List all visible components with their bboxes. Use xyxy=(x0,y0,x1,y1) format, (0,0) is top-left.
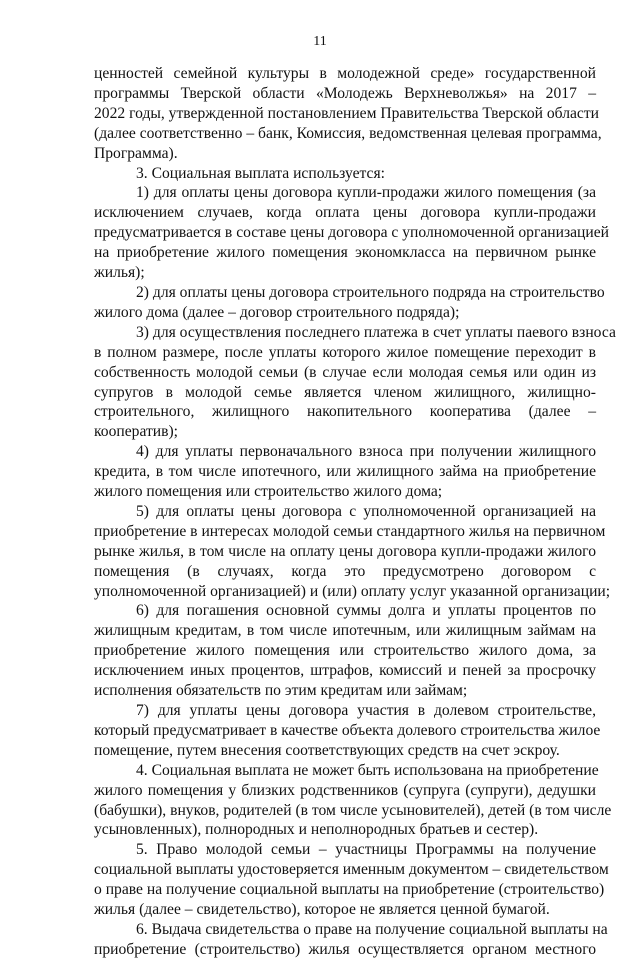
text-line: исполнения обязательств по этим кредитам или займам; xyxy=(94,682,468,700)
text-line: жилья); xyxy=(94,264,145,282)
text-line: кредита, в том числе ипотечного, или жилищного займа на приобретение xyxy=(94,463,596,481)
text-line: усыновленных), полнородных и неполнородных братьев и сестер). xyxy=(94,821,539,839)
paragraph-p2 xyxy=(94,183,610,283)
text-line: 5) для оплаты цены договора с уполномоченной организацией на xyxy=(136,502,596,520)
text-line: 5. Право молодой семьи – участницы Программы на получение xyxy=(136,841,596,859)
text-line: на приобретение жилого помещения экономкласса на первичном рынке xyxy=(94,244,596,262)
paragraph-p5 xyxy=(94,442,596,502)
paragraph-p10 xyxy=(94,840,609,920)
text-line: приобретение жилого помещения или строительство жилого дома, за xyxy=(94,642,596,660)
paragraph-p1 xyxy=(94,164,596,184)
page-number: 11 xyxy=(313,34,327,49)
text-line: 4) для уплаты первоначального взноса при получении жилищного xyxy=(136,443,596,461)
text-line: кооператив); xyxy=(94,423,179,441)
text-line: (бабушки), внуков, родителей (в том числе усыновителей), детей (в том числе xyxy=(94,801,612,819)
text-line: 6) для погашения основной суммы долга и уплаты процентов по xyxy=(136,602,596,620)
text-line: 1) для оплаты цены договора купли-продажи жилого помещения (за xyxy=(136,184,596,202)
text-line: помещение, путем внесения соответствующих средств на счет эскроу. xyxy=(94,741,560,759)
paragraph-p11 xyxy=(94,920,608,960)
paragraph-p4 xyxy=(94,323,616,442)
paragraph-p9 xyxy=(94,761,612,841)
text-line: 7) для уплаты цены договора участия в долевом строительстве, xyxy=(136,702,596,719)
text-line: приобретение в интересах молодой семьи стандартного жилья на первичном xyxy=(94,522,606,540)
text-line: программы Тверской области «Молодежь Верхневолжья» на 2017 – xyxy=(94,84,596,102)
text-line: приобретение (строительство) жилья осуществляется органом местного xyxy=(94,940,596,958)
text-line: исключением иных процентов, штрафов, комиссий и пеней за просрочку xyxy=(94,662,596,680)
paragraph-p8 xyxy=(94,701,601,761)
text-line: 3. Социальная выплата используется: xyxy=(136,164,385,182)
text-line: социальной выплаты удостоверяется именным документом – свидетельством xyxy=(94,861,609,879)
text-line: (далее соответственно – банк, Комиссия, ведомственная целевая программа, xyxy=(94,124,602,142)
paragraph-p3 xyxy=(94,283,605,323)
text-line: исключением случаев, когда оплата цены договора купли-продажи xyxy=(94,204,596,222)
text-line: 2022 годы, утвержденной постановлением Правительства Тверской области xyxy=(94,104,600,122)
text-line: жилого помещения у близких родственников (супруга (супруги), дедушки xyxy=(94,781,596,799)
text-line: в полном размере, после уплаты которого жилое помещение переходит в xyxy=(94,343,596,361)
paragraph-p6 xyxy=(94,502,611,602)
text-line: строительного, жилищного накопительного кооператива (далее – xyxy=(94,403,596,421)
text-line: Программа). xyxy=(94,144,178,162)
text-line: 3) для осуществления последнего платежа в счет уплаты паевого взноса xyxy=(136,323,616,341)
text-line: супругов в молодой семье является членом жилищного, жилищно- xyxy=(94,383,596,401)
text-line: предусматривается в составе цены договора с уполномоченной организацией xyxy=(94,224,610,242)
document-body xyxy=(94,64,616,960)
text-line: уполномоченной организацией) и (или) оплату услуг указанной организации; xyxy=(94,582,611,600)
text-line: ценностей семейной культуры в молодежной среде» государственной xyxy=(94,65,596,82)
text-line: который предусматривает в качестве объекта долевого строительства жилое xyxy=(94,721,601,739)
text-line: помещения (в случаях, когда это предусмотрено договором с xyxy=(94,562,596,580)
text-line: о праве на получение социальной выплаты на приобретение (строительство) xyxy=(94,881,605,899)
text-line: собственность молодой семьи (в случае если молодая семья или один из xyxy=(94,363,596,381)
text-line: жилищным кредитам, в том числе ипотечным, или жилищным займам на xyxy=(94,622,596,640)
text-line: жилья (далее – свидетельство), которое не является ценной бумагой. xyxy=(94,901,550,919)
text-line: 4. Социальная выплата не может быть использована на приобретение xyxy=(136,761,599,779)
text-line: рынке жилья, в том числе на оплату цены договора купли-продажи жилого xyxy=(94,542,596,560)
paragraph-p7 xyxy=(94,601,596,701)
paragraph-p0 xyxy=(94,64,602,164)
text-line: 2) для оплаты цены договора строительного подряда на строительство xyxy=(136,283,605,301)
text-line: 6. Выдача свидетельства о праве на получение социальной выплаты на xyxy=(136,920,608,938)
text-line: жилого помещения или строительство жилого дома; xyxy=(94,483,443,501)
text-line: жилого дома (далее – договор строительного подряда); xyxy=(94,303,460,321)
